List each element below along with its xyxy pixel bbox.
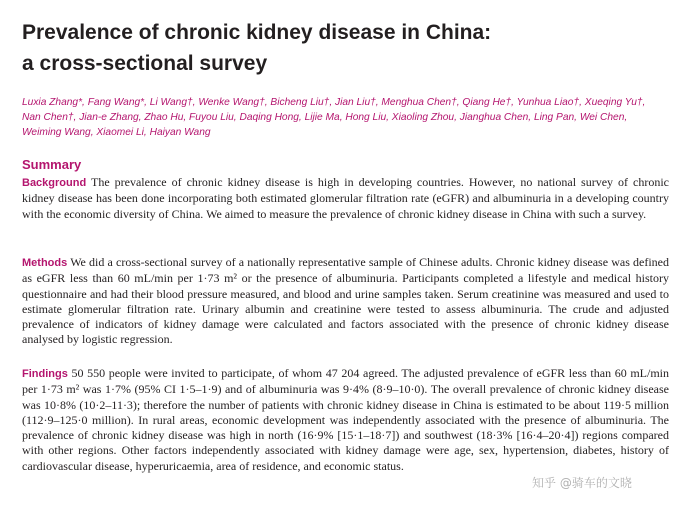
article-title <box>22 17 662 79</box>
title-line-2: a cross-sectional survey <box>22 52 268 75</box>
findings-text: 50 550 people were invited to participate, of whom 47 204 agreed. The adjusted prevalence of eGFR less than 60 mL/min per 1·73 m² was 1·7% (95% CI 1·5–1·9) and of albuminuria was 9·4% (8·9–10·0). The overall prevalence of chronic kidney disease was 10·8% (10·2–11·3); therefore the number of patients with chronic kidney disease in China is estimated to be about 119·5 million (112·9–125·0 million). In rural areas, economic development was independently associated with the presence of albuminuria. The prevalence of chronic kidney disease was high in north (16·9% [15·1–18·7]) and southwest (18·3% [16·4–20·4]) regions compared with other regions. Other factors independently associated with kidney damage were age, sex, hypertension, diabetes, history of cardiovascular disease, hyperuricaemia, area of residence, and economic status. <box>22 366 670 473</box>
background-label: Background <box>22 177 87 189</box>
summary-heading: Summary <box>22 157 82 172</box>
author-list <box>22 95 662 140</box>
methods-label: Methods <box>22 257 68 269</box>
methods-section <box>22 255 669 348</box>
title-line-1: Prevalence of chronic kidney disease in China: <box>22 21 492 44</box>
author-line-3: Weiming Wang, Xiaomei Li, Haiyan Wang <box>22 127 211 138</box>
author-line-1: Luxia Zhang*, Fang Wang*, Li Wang†, Wenke Wang†, Bicheng Liu†, Jian Liu†, Menghua Chen†, Qiang He†, Yunhua Liao†, Xueqing Yu†, <box>22 97 646 108</box>
background-section <box>22 175 669 222</box>
findings-label: Findings <box>22 368 68 380</box>
watermark: 知乎 @骑车的文晓 <box>532 476 632 490</box>
findings-section <box>22 366 669 474</box>
methods-text: We did a cross-sectional survey of a nationally representative sample of Chinese adults. Chronic kidney disease was defined as eGFR less than 60 mL/min per 1·73 m² or the presence of albuminuria. Participants completed a lifestyle and medical history questionnaire and had their blood pressure measured, and blood and urine samples taken. Serum creatinine was measured and used to estimate glomerular filtration rate. Urinary albumin and creatinine were tested to assess albuminuria. The crude and adjusted prevalence of indicators of kidney damage were calculated and factors associated with the presence of chronic kidney disease analysed by logistic regression. <box>22 255 669 347</box>
background-text: The prevalence of chronic kidney disease is high in developing countries. However, no national survey of chronic kidney disease has been done incorporating both estimated glomerular filtration rate (eGFR) and albuminuria in a developing country with the economic diversity of China. We aimed to measure the prevalence of chronic kidney disease in China with such a survey. <box>22 175 669 221</box>
author-line-2: Nan Chen†, Jian-e Zhang, Zhao Hu, Fuyou Liu, Daqing Hong, Lijie Ma, Hong Liu, Xiaoling Zhou, Jianghua Chen, Ling Pan, Wei Chen, <box>22 112 628 123</box>
